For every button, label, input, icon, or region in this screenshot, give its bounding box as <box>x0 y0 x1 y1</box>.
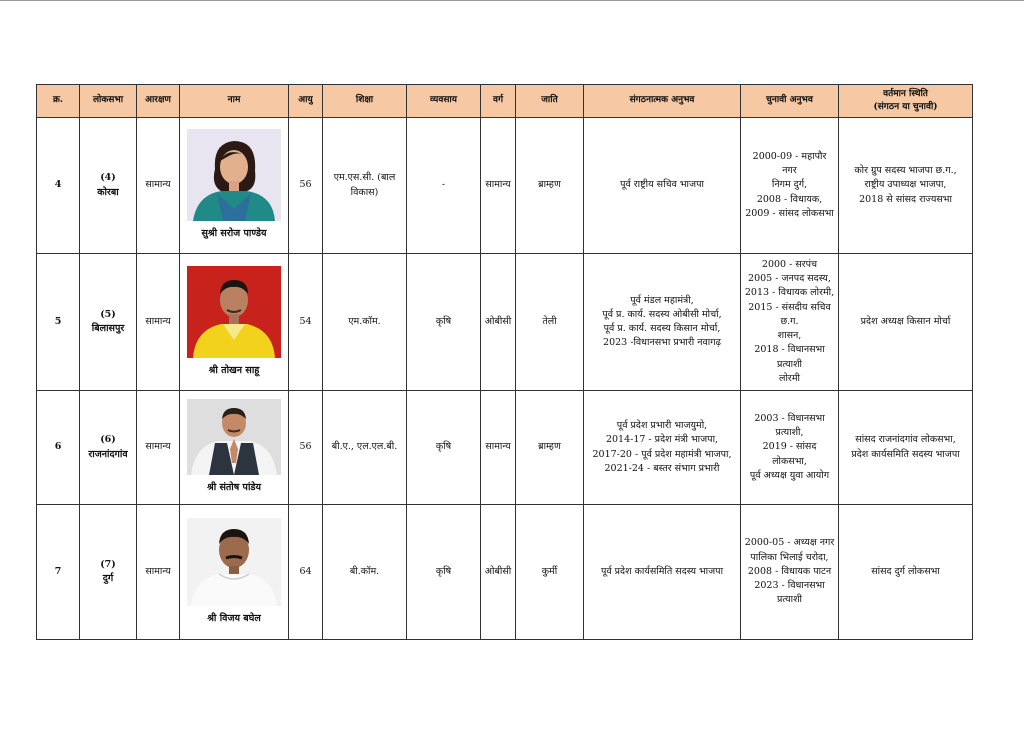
cell-election-experience <box>741 391 839 505</box>
status-line: राष्ट्रीय उपाध्यक्ष भाजपा, <box>864 179 947 191</box>
election-line: 2009 - सांसद लोकसभा <box>745 207 834 219</box>
cell-org-experience <box>584 118 741 254</box>
cell-reservation: सामान्य <box>137 505 180 640</box>
cell-name <box>180 118 289 254</box>
org-line: 2017-20 - पूर्व प्रदेश महामंत्री भाजपा, <box>592 448 732 460</box>
portrait-man-icon <box>187 518 281 606</box>
cell-election-experience <box>741 118 839 254</box>
election-line: पालिका भिलाई चरोदा, <box>750 551 829 563</box>
cell-reservation: सामान्य <box>137 118 180 254</box>
cell-current-status <box>839 254 973 391</box>
org-line: पूर्व प्र. कार्य. सदस्य ओबीसी मोर्चा, <box>602 308 722 320</box>
header-occupation: व्यवसाय <box>407 85 481 118</box>
cell-name <box>180 391 289 505</box>
cell-caste: ब्राम्हण <box>516 118 584 254</box>
header-election-experience: चुनावी अनुभव <box>741 85 839 118</box>
seat-number: (5) <box>100 308 116 320</box>
election-line: 2015 - संसदीय सचिव छ.ग. <box>748 301 831 327</box>
header-constituency: लोकसभा <box>80 85 137 118</box>
top-rule <box>0 0 1024 1</box>
election-line: 2000-05 - अध्यक्ष नगर <box>744 537 835 549</box>
cell-sno: 5 <box>37 254 80 391</box>
table-row <box>37 254 973 391</box>
election-line: 2023 - विधानसभा <box>754 580 825 592</box>
cell-caste: कुर्मी <box>516 505 584 640</box>
header-caste: जाति <box>516 85 584 118</box>
header-current-status-line1: वर्तमान स्थिति <box>883 88 928 99</box>
cell-caste: तेली <box>516 254 584 391</box>
cell-reservation: सामान्य <box>137 254 180 391</box>
org-line: 2021-24 - बस्तर संभाग प्रभारी <box>604 462 720 474</box>
org-line: पूर्व मंडल महामंत्री, <box>630 294 694 306</box>
header-age: आयु <box>289 85 323 118</box>
cell-org-experience <box>584 505 741 640</box>
cell-name <box>180 505 289 640</box>
cell-age: 56 <box>289 391 323 505</box>
cell-occupation: कृषि <box>407 505 481 640</box>
candidate-photo <box>187 129 281 221</box>
election-line: 2000 - सरपंच <box>761 258 818 270</box>
seat-name: दुर्ग <box>102 573 114 584</box>
seat-name: राजनांदगांव <box>88 448 128 460</box>
portrait-man-icon <box>187 266 281 358</box>
table-row <box>37 118 973 254</box>
cell-reservation: सामान्य <box>137 391 180 505</box>
seat-number: (6) <box>100 434 116 446</box>
cell-category: ओबीसी <box>481 254 516 391</box>
header-sno: क्र. <box>37 85 80 118</box>
org-line: पूर्व राष्ट्रीय सचिव भाजपा <box>620 179 704 191</box>
status-line: प्रदेश अध्यक्ष किसान मोर्चा <box>860 315 951 327</box>
cell-age: 56 <box>289 118 323 254</box>
candidate-name: श्री तोखन साहू <box>208 364 260 376</box>
cell-education: बी.ए., एल.एल.बी. <box>323 391 407 505</box>
election-line: निगम दुर्ग, <box>771 179 808 191</box>
cell-occupation: कृषि <box>407 391 481 505</box>
seat-number: (7) <box>100 558 116 570</box>
candidate-name: श्री विजय बघेल <box>207 612 261 624</box>
cell-age: 64 <box>289 505 323 640</box>
cell-current-status <box>839 505 973 640</box>
election-line: प्रत्याशी <box>776 594 803 606</box>
cell-election-experience <box>741 505 839 640</box>
cell-education: एम.कॉम. <box>323 254 407 391</box>
status-line: सांसद दुर्ग लोकसभा <box>871 565 940 577</box>
cell-org-experience <box>584 391 741 505</box>
cell-constituency <box>80 505 137 640</box>
cell-current-status <box>839 118 973 254</box>
election-line: 2013 - विधायक लोरमी, <box>744 287 835 299</box>
election-line: 2000-09 - महापौर नगर <box>752 150 827 177</box>
cell-sno: 6 <box>37 391 80 505</box>
cell-category: सामान्य <box>481 118 516 254</box>
header-current-status <box>839 85 973 118</box>
cell-age: 54 <box>289 254 323 391</box>
cell-category: सामान्य <box>481 391 516 505</box>
seat-name: बिलासपुर <box>91 323 125 334</box>
election-line: 2008 - विधायक पाटन <box>747 565 832 577</box>
candidate-name: श्री संतोष पांडेय <box>206 482 262 494</box>
cell-sno: 4 <box>37 118 80 254</box>
cell-sno: 7 <box>37 505 80 640</box>
election-line: लोरमी <box>779 372 800 384</box>
status-line: प्रदेश कार्यसमिति सदस्य भाजपा <box>851 448 960 460</box>
portrait-woman-icon <box>187 129 281 221</box>
portrait-man-namaste-icon <box>187 399 281 475</box>
cell-name <box>180 254 289 391</box>
election-line: 2018 - विधानसभा प्रत्याशी <box>754 344 825 370</box>
cell-caste: ब्राम्हण <box>516 391 584 505</box>
org-line: पूर्व प्र. कार्य. सदस्य किसान मोर्चा, <box>603 323 721 334</box>
table-row <box>37 391 973 505</box>
cell-org-experience <box>584 254 741 391</box>
candidate-photo <box>187 266 281 358</box>
election-line: 2003 - विधानसभा प्रत्याशी, <box>754 412 825 439</box>
election-line: 2019 - सांसद लोकसभा, <box>762 441 817 467</box>
cell-occupation: - <box>407 118 481 254</box>
header-education: शिक्षा <box>323 85 407 118</box>
header-category: वर्ग <box>481 85 516 118</box>
candidate-table <box>36 84 973 640</box>
header-name: नाम <box>180 85 289 118</box>
seat-number: (4) <box>100 172 116 184</box>
org-line: पूर्व प्रदेश कार्यसमिति सदस्य भाजपा <box>600 565 724 577</box>
candidate-name: सुश्री सरोज पाण्डेय <box>201 228 267 240</box>
candidate-photo <box>187 399 281 475</box>
cell-election-experience <box>741 254 839 391</box>
cell-education: एम.एस.सी. (बाल विकास) <box>323 118 407 254</box>
org-line: 2014-17 - प्रदेश मंत्री भाजपा, <box>605 434 719 446</box>
header-current-status-line2: (संगठन या चुनावी) <box>873 102 938 112</box>
header-reservation: आरक्षण <box>137 85 180 118</box>
status-line: कोर ग्रुप सदस्य भाजपा छ.ग., <box>854 165 957 177</box>
candidate-photo <box>187 518 281 606</box>
org-line: पूर्व प्रदेश प्रभारी भाजयुमो, <box>616 420 708 431</box>
status-line: सांसद राजनांदगांव लोकसभा, <box>855 434 956 446</box>
cell-constituency <box>80 391 137 505</box>
cell-constituency <box>80 118 137 254</box>
cell-constituency <box>80 254 137 391</box>
seat-name: कोरबा <box>97 186 119 198</box>
election-line: शासन, <box>777 330 802 342</box>
table-row <box>37 505 973 640</box>
table-header-row <box>37 85 973 118</box>
cell-current-status <box>839 391 973 505</box>
cell-education: बी.कॉम. <box>323 505 407 640</box>
election-line: 2008 - विधायक, <box>756 193 823 205</box>
election-line: 2005 - जनपद सदस्य, <box>748 273 831 285</box>
header-org-experience: संगठनात्मक अनुभव <box>584 85 741 118</box>
status-line: 2018 से सांसद राज्यसभा <box>859 193 952 205</box>
cell-category: ओबीसी <box>481 505 516 640</box>
cell-occupation: कृषि <box>407 254 481 391</box>
election-line: पूर्व अध्यक्ष युवा आयोग <box>749 469 830 481</box>
org-line: 2023 -विधानसभा प्रभारी नवागढ़ <box>603 337 721 349</box>
